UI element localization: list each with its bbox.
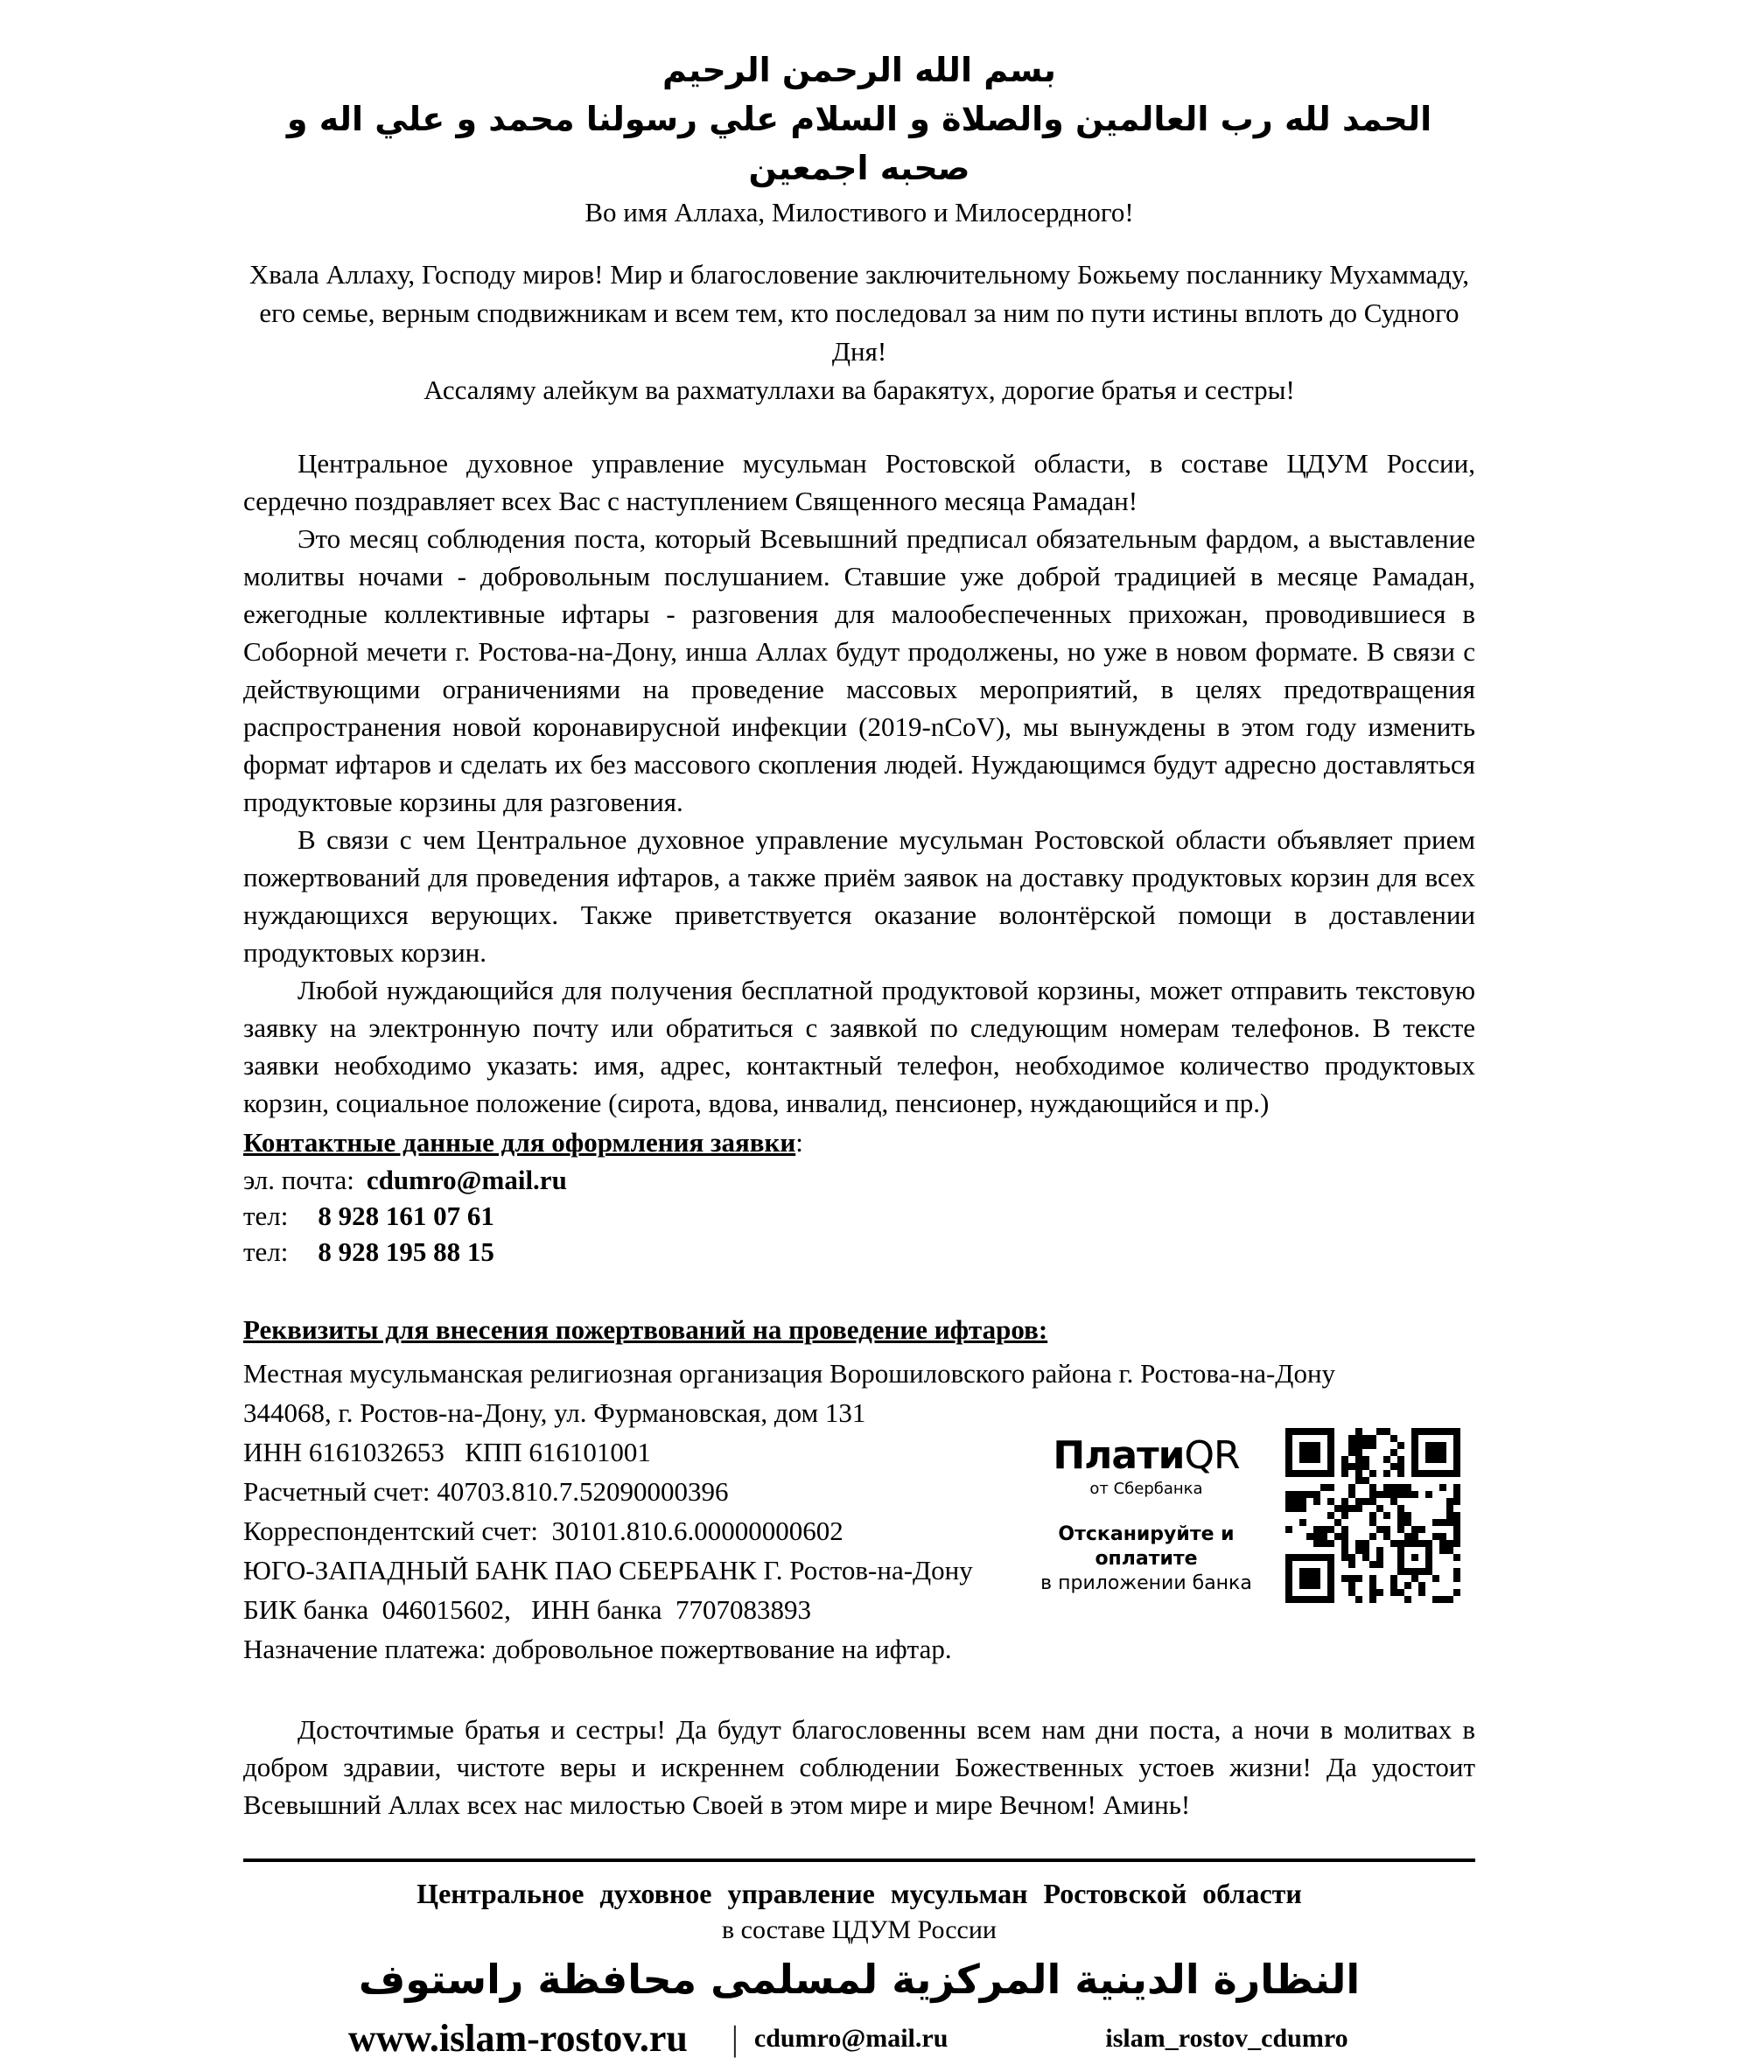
paragraph-donations-announcement: В связи с чем Центральное духовное управление мусульман Ростовской области объявляет прием пожертвований для проведения ифтаров, а также приём заявок на доставку продуктовых корзин для всех нуждающихся верующих. Также приветствуется оказание волонтёрской помощи в доставлении продуктовых корзин.	[243, 824, 1475, 968]
footer-separator: |	[731, 2019, 738, 2058]
paragraph-iftar-format: Это месяц соблюдения поста, который Всевышний предписал обязательным фардом, а выставление молитвы ночами - добровольным послушанием. Ставшие уже доброй традицией в месяце Рамадан, ежегодные коллективные ифтары - разговения для малообеспеченных прихожан, проводившиеся в Соборной мечети г. Ростова-на-Дону, инша Аллах будут продолжены, но уже в новом формате. В связи с действующими ограничениями на проведение массовых мероприятий, в целях предотвращения распространения новой коронавирусной инфекции (2019-nCoV), мы вынуждены в этом году изменить формат ифтаров и сделать их без массового скопления людей. Нуждающимся будут адресно доставляться продуктовые корзины для разговения.	[243, 523, 1475, 817]
contact-heading-text: Контактные данные для оформления заявки	[243, 1127, 796, 1158]
requisites-heading-text: Реквизиты для внесения пожертвований на проведение ифтаров:	[243, 1314, 1048, 1345]
email-label: эл. почта:	[243, 1165, 354, 1195]
bismillah-russian: Во имя Аллаха, Милостивого и Милосердного!	[584, 197, 1134, 228]
email-value: cdumro@mail.ru	[366, 1165, 567, 1195]
phone-label-1: тел:	[243, 1200, 289, 1231]
plati-qr-logo-part1: Плати	[1053, 1433, 1185, 1478]
footer-divider	[243, 1858, 1475, 1862]
phone-value-2: 8 928 195 88 15	[318, 1236, 494, 1267]
phone-value-1: 8 928 161 07 61	[318, 1200, 494, 1231]
basmala-arabic: بسم الله الرحمن الرحيم	[662, 51, 1056, 89]
praise-arabic: الحمد لله رب العالمين والصلاة و السلام علي رسولنا محمد و علي اله و صحبه اجمعين	[286, 100, 1432, 187]
phone-label-2: тел:	[243, 1236, 289, 1267]
plati-qr-logo-part2: QR	[1184, 1433, 1240, 1478]
salam-line: Ассаляму алейкум ва рахматуллахи ва баракятух, дорогие братья и сестры!	[424, 374, 1295, 405]
requisites-section	[243, 1310, 1475, 1669]
plati-qr-logo	[1032, 1435, 1260, 1477]
closing-paragraph: Досточтимые братья и сестры! Да будут благословенны всем нам дни поста, а ночи в молитвах в добром здравии, чистоте веры и искреннем соблюдении Божественных устоев жизни! Да удостоит Всевышний Аллах всех нас милостью Своей в этом мире и мире Вечном! Аминь!	[243, 1714, 1475, 1820]
footer-org-name: Центральное духовное управление мусульман Ростовской области	[416, 1878, 1302, 1909]
body-text	[243, 444, 1475, 1122]
requisite-inn-kpp: ИНН 6161032653 КПП 616101001	[243, 1437, 651, 1467]
sberbank-pay-qr-block	[1032, 1425, 1470, 1606]
qr-scan-instruction-line2: в приложении банка	[1040, 1572, 1252, 1594]
paragraph-congratulation: Центральное духовное управление мусульман Ростовской области, в составе ЦДУМ России, сердечно поздравляет всех Вас с наступлением Священного месяца Рамадан!	[243, 448, 1475, 516]
requisites-heading	[243, 1310, 1475, 1350]
requisite-payment-purpose: Назначение платежа: добровольное пожертвование на ифтар.	[243, 1634, 952, 1664]
requisite-settlement-account: Расчетный счет: 40703.810.7.52090000396	[243, 1476, 729, 1507]
requisite-bank-name: ЮГО-ЗАПАДНЫЙ БАНК ПАО СБЕРБАНК Г. Ростов-на-Дону	[243, 1555, 973, 1586]
closing-block	[243, 1711, 1475, 1824]
qr-code	[1283, 1425, 1463, 1606]
email-line	[243, 1162, 1475, 1198]
qr-scan-instruction-line1: Отсканируйте и оплатите	[1058, 1523, 1235, 1570]
contact-heading-colon: :	[795, 1127, 803, 1158]
requisite-correspondent-account: Корреспондентский счет: 30101.810.6.00000000602	[243, 1516, 844, 1546]
footer-contacts-row	[243, 2016, 1475, 2061]
contact-heading	[243, 1124, 1475, 1162]
footer-website: www.islam-rostov.ru	[348, 2017, 688, 2060]
requisite-address: 344068, г. Ростов-на-Дону, ул. Фурмановская, дом 131	[243, 1397, 866, 1428]
contact-block	[243, 1124, 1475, 1270]
requisite-organization: Местная мусульманская религиозная организация Ворошиловского района г. Ростова-на-Дону	[243, 1358, 1336, 1389]
greeting-paragraph: Хвала Аллаху, Господу миров! Мир и благословение заключительному Божьему посланнику Мухаммаду, его семье, верным сподвижникам и всем тем, кто последовал за ним по пути истины вплоть до Судного Дня!	[248, 259, 1470, 367]
footer-org-sub: в составе ЦДУМ России	[722, 1915, 997, 1944]
phone-line-2	[243, 1234, 1475, 1270]
qr-from-sberbank-label: от Сбербанка	[1089, 1480, 1203, 1498]
qr-caption	[1032, 1435, 1260, 1596]
footer-org-arabic: النظارة الدينية المركزية لمسلمى محافظة راستوف	[358, 1956, 1361, 2003]
footer-email: cdumro@mail.ru	[753, 2023, 948, 2053]
footer-instagram-handle: islam_rostov_cdumro	[1105, 2023, 1348, 2053]
requisite-bik-inn: БИК банка 046015602, ИНН банка 7707083893	[243, 1594, 811, 1625]
paragraph-request-instructions: Любой нуждающийся для получения бесплатной продуктовой корзины, может отправить текстовую заявку на электронную почту или обратиться с заявкой по следующим номерам телефонов. В тексте заявки необходимо указать: имя, адрес, контактный телефон, необходимое количество продуктовых корзин, социальное положение (сирота, вдова, инвалид, пенсионер, нуждающийся и пр.)	[243, 975, 1475, 1118]
phone-line-1	[243, 1198, 1475, 1234]
